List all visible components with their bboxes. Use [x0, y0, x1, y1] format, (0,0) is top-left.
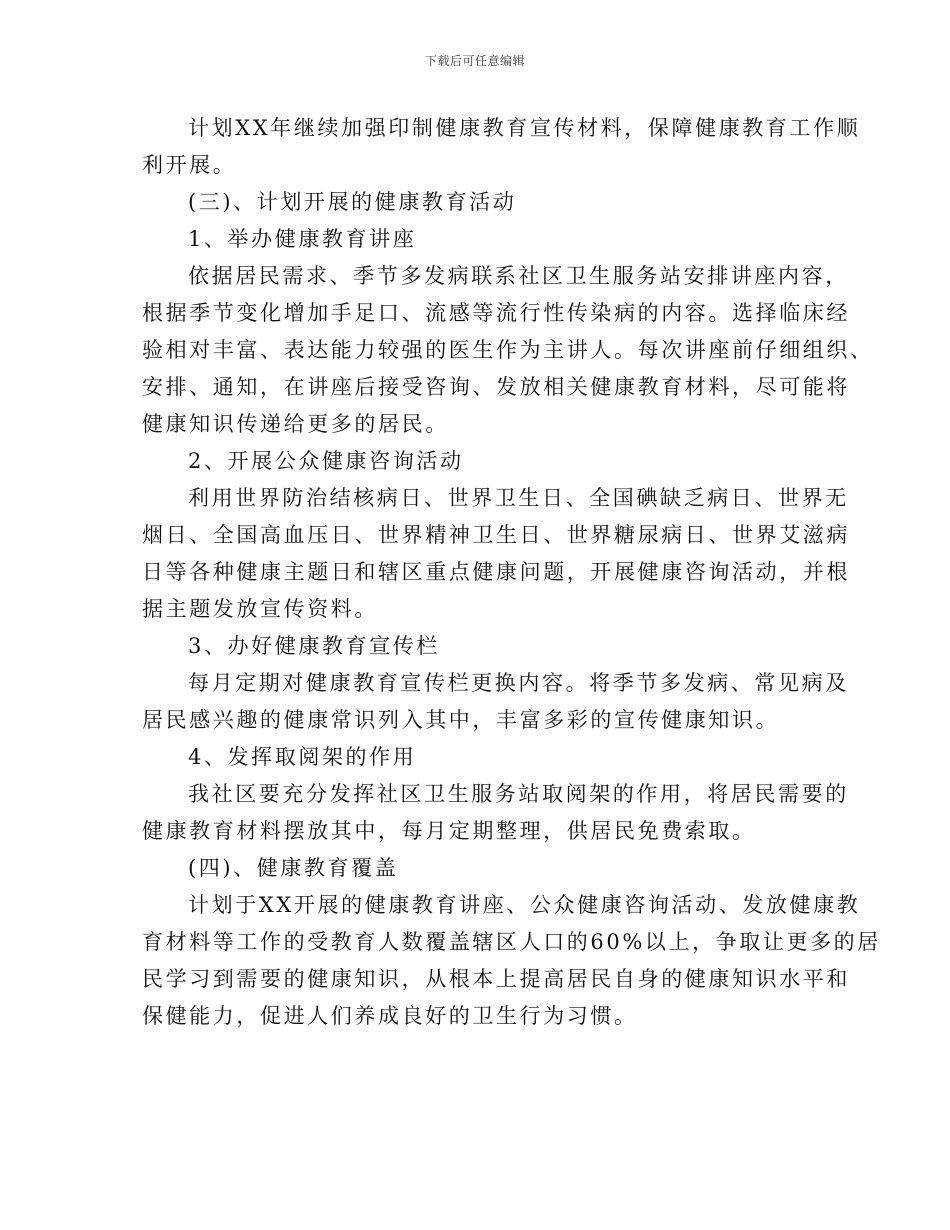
paragraph-line: 健康知识传递给更多的居民。 [142, 412, 449, 436]
paragraph-line: 民学习到需要的健康知识，从根本上提高居民自身的健康知识水平和 [142, 967, 850, 991]
paragraph-line: 居民感兴趣的健康常识列入其中，丰富多彩的宣传健康知识。 [142, 708, 780, 732]
paragraph-line: 安排、通知，在讲座后接受咨询、发放相关健康教育材料，尽可能将 [142, 375, 850, 399]
paragraph-line: 保健能力，促进人们养成良好的卫生行为习惯。 [142, 1004, 638, 1028]
paragraph-line: 据主题发放宣传资料。 [142, 597, 378, 621]
subsection-heading: 1、举办健康教育讲座 [188, 227, 417, 251]
page-header-note: 下载后可任意编辑 [424, 54, 525, 68]
paragraph-line: 依据居民需求、季节多发病联系社区卫生服务站安排讲座内容， [188, 264, 849, 288]
subsection-heading: 2、开展公众健康咨询活动 [188, 449, 464, 473]
paragraph-line: 利用世界防治结核病日、世界卫生日、全国碘缺乏病日、世界无 [188, 486, 849, 510]
paragraph-line: 验相对丰富、表达能力较强的医生作为主讲人。每次讲座前仔细组织、 [142, 338, 874, 362]
subsection-heading: 3、办好健康教育宣传栏 [188, 634, 440, 658]
paragraph-line: 烟日、全国高血压日、世界精神卫生日、世界糖尿病日、世界艾滋病 [142, 523, 850, 547]
paragraph-line: 计划XX年继续加强印制健康教育宣传材料，保障健康教育工作顺 [188, 116, 861, 140]
subsection-heading: 4、发挥取阅架的作用 [188, 745, 417, 769]
section-heading: (四)、健康教育覆盖 [188, 856, 399, 880]
paragraph-line: 日等各种健康主题日和辖区重点健康问题，开展健康咨询活动，并根 [142, 560, 850, 584]
paragraph-line: 育材料等工作的受教育人数覆盖辖区人口的60%以上，争取让更多的居 [142, 930, 881, 954]
paragraph-line: 我社区要充分发挥社区卫生服务站取阅架的作用，将居民需要的 [188, 782, 849, 806]
paragraph-line: 每月定期对健康教育宣传栏更换内容。将季节多发病、常见病及 [188, 671, 849, 695]
section-heading: (三)、计划开展的健康教育活动 [188, 190, 517, 214]
paragraph-line: 根据季节变化增加手足口、流感等流行性传染病的内容。选择临床经 [142, 301, 850, 325]
paragraph-line: 健康教育材料摆放其中，每月定期整理，供居民免费索取。 [142, 819, 756, 843]
document-body [142, 110, 881, 1035]
paragraph-line: 利开展。 [142, 153, 237, 177]
paragraph-line: 计划于XX开展的健康教育讲座、公众健康咨询活动、发放健康教 [188, 893, 861, 917]
